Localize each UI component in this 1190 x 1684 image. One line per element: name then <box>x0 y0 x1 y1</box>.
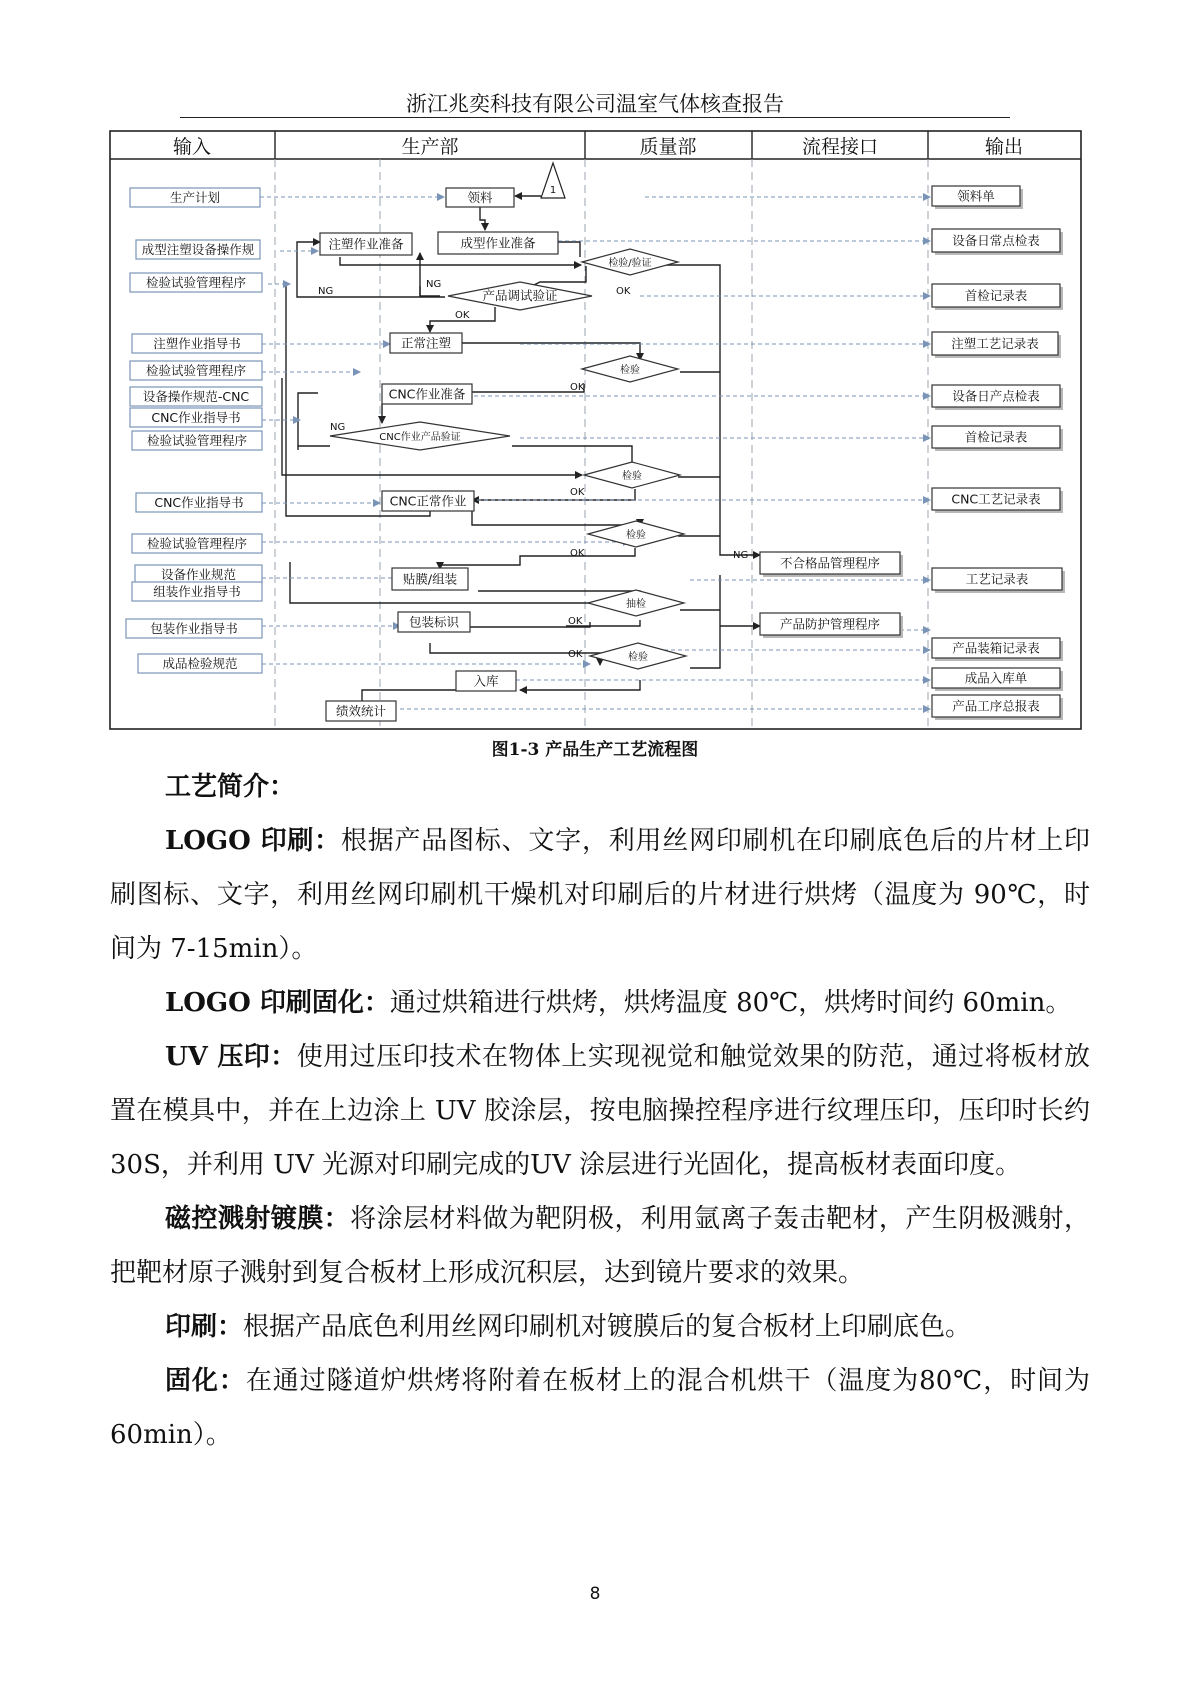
lane-header-production: 生产部 <box>401 136 459 158</box>
interface-label-0: 不合格品管理程序 <box>779 555 881 571</box>
label-ng-4: NG <box>733 550 749 561</box>
quality-label-1: 检验 <box>620 365 640 376</box>
quality-label-0: 检验/验证 <box>608 258 652 269</box>
input-label-10: 设备作业规范 <box>160 567 237 582</box>
process-label-6: CNC作业产品验证 <box>379 432 461 443</box>
input-label-9: 检验试验管理程序 <box>146 536 248 551</box>
label-ok-5: OK <box>570 548 585 559</box>
input-label-6: CNC作业指导书 <box>151 410 241 425</box>
lane-header-output: 输出 <box>984 136 1024 158</box>
input-label-3: 注塑作业指导书 <box>153 336 241 351</box>
output-label-0: 领料单 <box>957 188 995 204</box>
input-label-0: 生产计划 <box>169 190 221 205</box>
output-label-3: 注塑工艺记录表 <box>951 336 1039 351</box>
output-label-10: 产品工序总报表 <box>952 698 1040 714</box>
output-label-1: 设备日常点检表 <box>952 233 1040 248</box>
quality-label-4: 抽检 <box>626 599 646 610</box>
process-label-5: CNC作业准备 <box>388 386 466 402</box>
input-label-7: 检验试验管理程序 <box>146 433 248 448</box>
production-flowchart <box>0 0 1190 740</box>
process-description <box>110 760 1090 1462</box>
input-label-5: 设备操作规范-CNC <box>142 389 250 404</box>
input-label-2: 检验试验管理程序 <box>145 275 247 290</box>
label-ng-1: NG <box>318 286 334 297</box>
label-ng-2: NG <box>426 279 442 290</box>
process-label-11: 绩效统计 <box>335 703 387 719</box>
label-ok-1: OK <box>616 286 631 297</box>
label-ng-3: NG <box>330 422 346 433</box>
label-ok-7: OK <box>568 649 583 660</box>
process-label-10: 入库 <box>473 673 499 689</box>
process-label-2: 成型作业准备 <box>460 235 536 251</box>
lane-header-input: 输入 <box>172 136 212 158</box>
input-label-1: 成型注塑设备操作规 <box>141 242 255 257</box>
figure-caption: 图1-3 产品生产工艺流程图 <box>491 740 699 760</box>
section-title: 工艺简介： <box>165 772 296 802</box>
process-label-3: 产品调试验证 <box>482 288 558 303</box>
report-header: 浙江兆奕科技有限公司温室气体核查报告 <box>406 92 784 116</box>
process-label-4: 正常注塑 <box>400 335 452 351</box>
lane-header-quality: 质量部 <box>639 136 697 158</box>
paragraph-curing: 固化：在通过隧道炉烘烤将附着在板材上的混合机烘干（温度为80℃，时间为 60min）。 <box>110 1366 1090 1450</box>
page-number: 8 <box>589 1584 601 1604</box>
quality-label-2: 检验 <box>622 471 642 482</box>
paragraph-sputtering: 磁控溅射镀膜：将涂层材料做为靶阴极，利用氩离子轰击靶材，产生阴极溅射，把靶材原子溅射到复合板材上形成沉积层，达到镜片要求的效果。 <box>110 1204 1090 1288</box>
quality-label-3: 检验 <box>626 530 646 541</box>
output-label-6: CNC工艺记录表 <box>951 491 1041 507</box>
process-label-9: 包装标识 <box>408 614 460 630</box>
process-label-0: 领料 <box>467 190 493 205</box>
output-label-2: 首检记录表 <box>964 288 1028 303</box>
input-label-13: 成品检验规范 <box>162 656 238 671</box>
process-label-1: 注塑作业准备 <box>328 236 404 252</box>
label-ok-3: OK <box>570 382 585 393</box>
label-ok-6: OK <box>568 616 583 627</box>
output-label-9: 成品入库单 <box>964 670 1028 686</box>
label-ok-2: OK <box>455 310 470 321</box>
input-label-8: CNC作业指导书 <box>154 495 244 510</box>
input-label-12: 包装作业指导书 <box>150 621 238 636</box>
process-label-7: CNC正常作业 <box>389 493 467 509</box>
interface-label-1: 产品防护管理程序 <box>779 616 881 632</box>
output-label-8: 产品装箱记录表 <box>952 640 1040 656</box>
output-label-4: 设备日产点检表 <box>952 388 1040 404</box>
quality-label-5: 检验 <box>628 652 648 663</box>
paragraph-logo-printing: LOGO 印刷：根据产品图标、文字，利用丝网印刷机在印刷底色后的片材上印刷图标、文字，利用丝网印刷机干燥机对印刷后的片材进行烘烤（温度为 90℃，时间为 7-15min）。 <box>110 826 1090 964</box>
output-label-5: 首检记录表 <box>964 429 1028 445</box>
input-label-4: 检验试验管理程序 <box>145 363 247 378</box>
process-label-8: 贴膜/组装 <box>402 571 458 587</box>
label-ok-4: OK <box>570 487 585 498</box>
paragraph-uv-embossing: UV 压印：使用过压印技术在物体上实现视觉和触觉效果的防范，通过将板材放置在模具中，并在上边涂上 UV 胶涂层，按电脑操控程序进行纹理压印，压印时长约 30S，并利用 UV 光源对印刷完成的UV 涂层进行光固化，提高板材表面印度。 <box>110 1042 1090 1180</box>
output-label-7: 工艺记录表 <box>965 571 1029 587</box>
input-label-11: 组装作业指导书 <box>153 584 241 599</box>
paragraph-printing: 印刷：根据产品底色利用丝网印刷机对镀膜后的复合板材上印刷底色。 <box>165 1312 972 1342</box>
paragraph-logo-curing: LOGO 印刷固化：通过烘箱进行烘烤，烘烤温度 80℃，烘烤时间约 60min。 <box>165 988 1072 1018</box>
lane-header-interface: 流程接口 <box>801 136 879 158</box>
start-marker-label: 1 <box>549 185 557 196</box>
